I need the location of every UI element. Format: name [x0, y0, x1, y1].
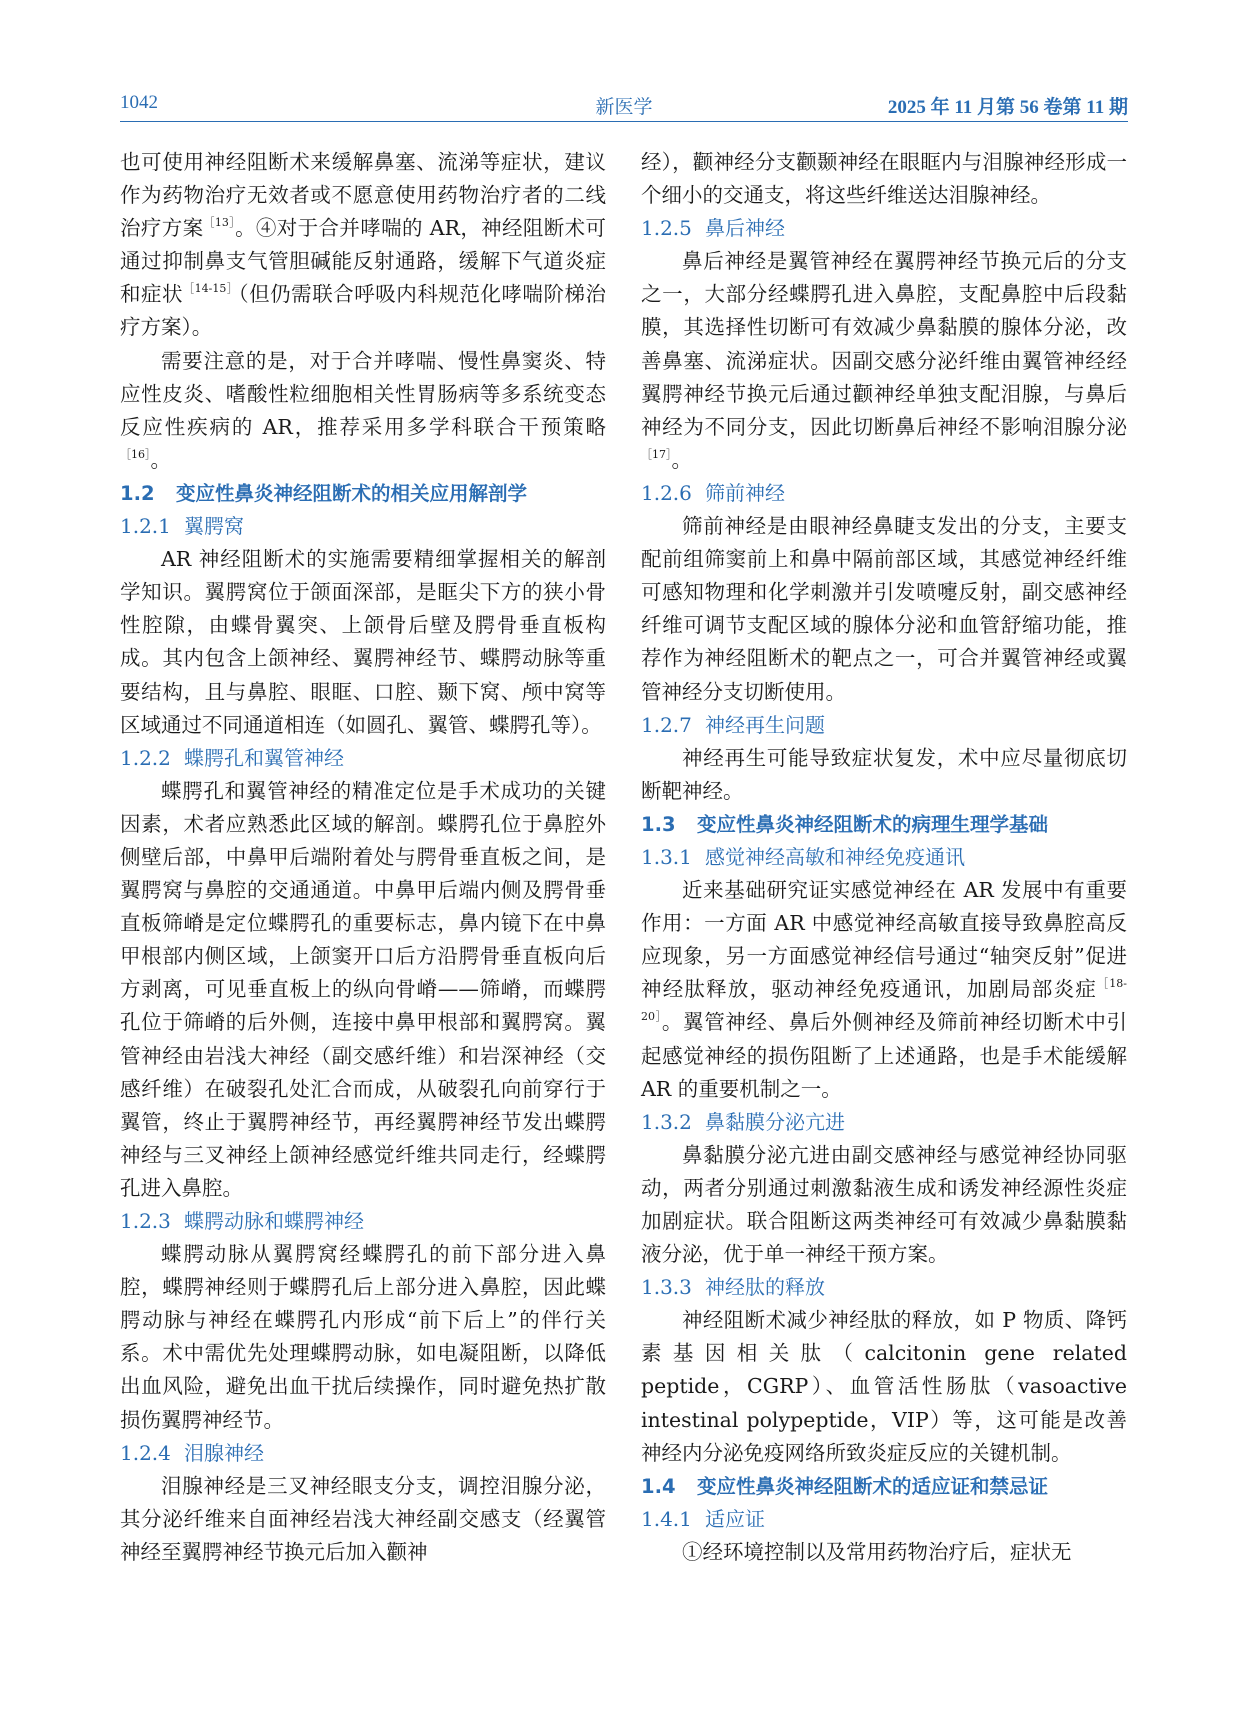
left-column: [120, 146, 606, 1569]
paragraph: 鼻黏膜分泌亢进由副交感神经与感觉神经协同驱动，两者分别通过刺激黏液生成和诱发神经源性炎症加剧症状。联合阻断这两类神经可有效减少鼻黏膜黏液分泌，优于单一神经干预方案。: [641, 1142, 1127, 1267]
subsection-heading-1-2-5: 1.2.5 鼻后神经: [641, 216, 785, 241]
paragraph: 筛前神经是由眼神经鼻睫支发出的分支，主要支配前组筛窦前上和鼻中隔前部区域，其感觉神经纤维可感知物理和化学刺激并引发喷嚏反射，副交感神经纤维可调节支配区域的腺体分泌和血管舒缩功能，推荐作为神经阻断术的靶点之一，可合并翼管神经或翼管神经分支切断使用。: [641, 514, 1127, 704]
subsection-heading-1-3-1: 1.3.1 感觉神经高敏和神经免疫通讯: [641, 844, 965, 869]
paragraph: 需要注意的是，对于合并哮喘、慢性鼻窦炎、特应性皮炎、嗜酸性粒细胞相关性胃肠病等多系统变态反应性疾病的 AR，推荐采用多学科联合干预策略$^{[16]}$。: [120, 348, 606, 472]
running-header: [120, 88, 1128, 118]
paragraph: 神经再生可能导致症状复发，术中应尽量彻底切断靶神经。: [641, 745, 1127, 803]
header-divider: [120, 121, 1128, 122]
issue-info: 2025 年 11 月第 56 卷第 11 期: [887, 97, 1128, 118]
page-number: 1042: [120, 92, 158, 113]
citation: ［16］: [120, 447, 151, 461]
paragraph: 蝶腭动脉从翼腭窝经蝶腭孔的前下部分进入鼻腔，蝶腭神经则于蝶腭孔后上部分进入鼻腔，因此蝶腭动脉与神经在蝶腭孔内形成“前下后上”的伴行关系。术中需优先处理蝶腭动脉，如电凝阻断，以降低出血风险，避免出血干扰后续操作，同时避免热扩散损伤翼腭神经节。: [120, 1242, 606, 1432]
journal-name: 新医学: [595, 97, 653, 118]
subsection-heading-1-2-1: 1.2.1 翼腭窝: [120, 514, 244, 539]
citation: ［18-20］: [641, 977, 1127, 1024]
subsection-heading-1-2-7: 1.2.7 神经再生问题: [641, 712, 825, 737]
citation: ［14-15］: [183, 282, 239, 296]
paragraph: 鼻后神经是翼管神经在翼腭神经节换元后的分支之一，大部分经蝶腭孔进入鼻腔，支配鼻腔中后段黏膜，其选择性切断可有效减少鼻黏膜的腺体分泌，改善鼻塞、流涕症状。因副交感分泌纤维由翼管神经经翼腭神经节换元后通过颧神经单独支配泪腺，与鼻后神经为不同分支，因此切断鼻后神经不影响泪腺分泌$^{[17]}$。: [641, 249, 1127, 472]
paragraph: 近来基础研究证实感觉神经在 AR 发展中有重要作用：一方面 AR 中感觉神经高敏直接导致鼻腔高反应现象，另一方面感觉神经信号通过“轴突反射”促进神经肽释放，驱动神经免疫通讯，加剧局部炎症$^{[18-20]}$。翼管神经、鼻后外侧神经及筛前神经切断术中引起感觉神经的损伤阻断了上述通路，也是手术能缓解 AR 的重要机制之一。: [641, 878, 1128, 1101]
paragraph: 也可使用神经阻断术来缓解鼻塞、流涕等症状，建议作为药物治疗无效者或不愿意使用药物治疗者的二线治疗方案$^{[13]}$。④对于合并哮喘的 AR，神经阻断术可通过抑制鼻支气管胆碱能反射通路，缓解下气道炎症和症状$^{[14-15]}$（但仍需联合呼吸内科规范化哮喘阶梯治疗方案）。: [120, 150, 607, 340]
subsection-heading-1-3-3: 1.3.3 神经肽的释放: [641, 1275, 825, 1300]
section-heading-1-4: 1.4 变应性鼻炎神经阻断术的适应证和禁忌证: [641, 1474, 1049, 1498]
subsection-heading-1-4-1: 1.4.1 适应证: [641, 1506, 765, 1531]
subsection-heading-1-2-2: 1.2.2 蝶腭孔和翼管神经: [120, 745, 344, 770]
paragraph: 经），颧神经分支颧颞神经在眼眶内与泪腺神经形成一个细小的交通支，将这些纤维送达泪腺神经。: [641, 150, 1127, 208]
paragraph: 神经阻断术减少神经肽的释放，如 P 物质、降钙素基因相关肽（calcitonin gene related peptide，CGRP）、血管活性肠肽（vasoactive intestinal polypeptide，VIP）等，这可能是改善神经内分泌免疫网络所致炎症反应的关键机制。: [641, 1308, 1127, 1465]
section-heading-1-2: 1.2 变应性鼻炎神经阻断术的相关应用解剖学: [120, 481, 528, 505]
subsection-heading-1-2-4: 1.2.4 泪腺神经: [120, 1440, 264, 1465]
right-column: [641, 146, 1127, 1569]
section-heading-1-3: 1.3 变应性鼻炎神经阻断术的病理生理学基础: [641, 812, 1049, 836]
citation: ［17］: [641, 447, 672, 461]
subsection-heading-1-3-2: 1.3.2 鼻黏膜分泌亢进: [641, 1109, 845, 1134]
paragraph: ①经环境控制以及常用药物治疗后，症状无: [682, 1539, 1072, 1564]
paragraph: 泪腺神经是三叉神经眼支分支，调控泪腺分泌，其分泌纤维来自面神经岩浅大神经副交感支（经翼管神经至翼腭神经节换元后加入颧神: [120, 1473, 606, 1564]
subsection-heading-1-2-6: 1.2.6 筛前神经: [641, 480, 785, 505]
paragraph: AR 神经阻断术的实施需要精细掌握相关的解剖学知识。翼腭窝位于颌面深部，是眶尖下方的狭小骨性腔隙，由蝶骨翼突、上颌骨后壁及腭骨垂直板构成。其内包含上颌神经、翼腭神经节、蝶腭动脉等重要结构，且与鼻腔、眼眶、口腔、颞下窝、颅中窝等区域通过不同通道相连（如圆孔、翼管、蝶腭孔等）。: [120, 547, 606, 737]
paragraph: 蝶腭孔和翼管神经的精准定位是手术成功的关键因素，术者应熟悉此区域的解剖。蝶腭孔位于鼻腔外侧壁后部，中鼻甲后端附着处与腭骨垂直板之间，是翼腭窝与鼻腔的交通通道。中鼻甲后端内侧及腭骨垂直板筛嵴是定位蝶腭孔的重要标志，鼻内镜下在中鼻甲根部内侧区域，上颌窦开口后方沿腭骨垂直板向后方剥离，可见垂直板上的纵向骨嵴——筛嵴，而蝶腭孔位于筛嵴的后外侧，连接中鼻甲根部和翼腭窝。翼管神经由岩浅大神经（副交感纤维）和岩深神经（交感纤维）在破裂孔处汇合而成，从破裂孔向前穿行于翼管，终止于翼腭神经节，再经翼腭神经节发出蝶腭神经与三叉神经上颌神经感觉纤维共同走行，经蝶腭孔进入鼻腔。: [120, 778, 606, 1200]
subsection-heading-1-2-3: 1.2.3 蝶腭动脉和蝶腭神经: [120, 1209, 364, 1233]
citation: ［13］: [203, 216, 236, 230]
